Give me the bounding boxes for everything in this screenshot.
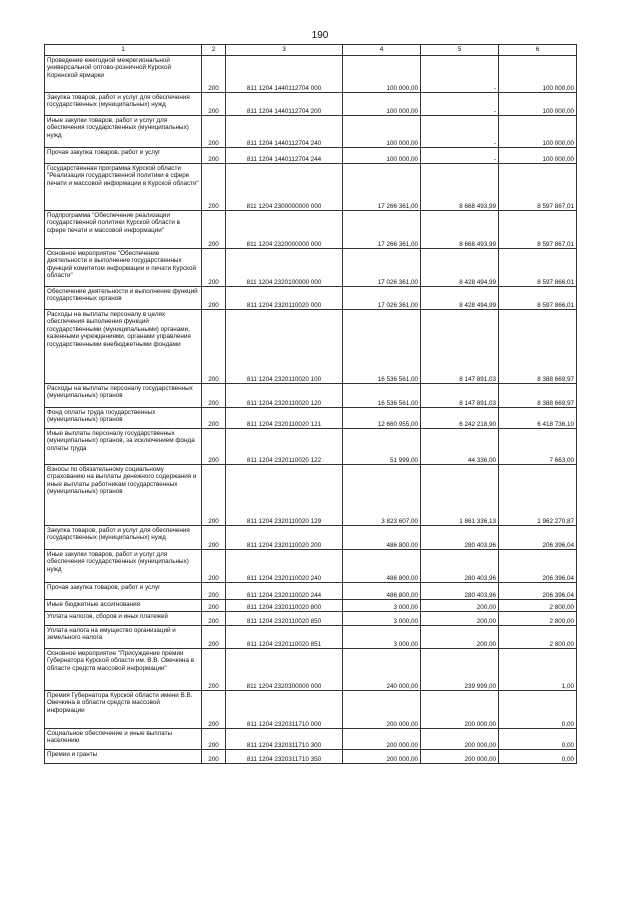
table-row — [45, 164, 577, 211]
table-row — [45, 116, 577, 148]
line-code-cell: 200 — [202, 526, 226, 550]
approved-amount-cell: 200 000,00 — [343, 691, 421, 729]
approved-amount-cell: 17 266 361,00 — [343, 164, 421, 211]
row-name-cell: Закупка товаров, работ и услуг для обеспечения государственных (муниципальных) нужд — [45, 526, 202, 550]
budget-code-cell: 811 1204 2320110020 129 — [226, 465, 343, 526]
unexecuted-amount-cell: 100 000,00 — [499, 116, 577, 148]
budget-code-cell: 811 1204 1440112704 244 — [226, 148, 343, 164]
table-row — [45, 691, 577, 729]
row-name-cell: Фонд оплаты труда государственных (муниципальных) органов — [45, 408, 202, 429]
row-name-cell: Уплата налога на имущество организаций и земельного налога — [45, 626, 202, 649]
approved-amount-cell: 17 026 361,00 — [343, 249, 421, 287]
unexecuted-amount-cell: 1,00 — [499, 649, 577, 691]
row-name-cell: Премии и гранты — [45, 750, 202, 764]
unexecuted-amount-cell: 100 000,00 — [499, 148, 577, 164]
budget-code-cell: 811 1204 2320110020 851 — [226, 626, 343, 649]
approved-amount-cell: 486 800,00 — [343, 583, 421, 600]
table-row — [45, 626, 577, 649]
executed-amount-cell: 44 336,00 — [421, 429, 499, 465]
line-code-cell: 200 — [202, 626, 226, 649]
table-row — [45, 310, 577, 384]
executed-amount-cell: 200,00 — [421, 612, 499, 626]
executed-amount-cell: 8 147 891,03 — [421, 310, 499, 384]
table-row — [45, 649, 577, 691]
approved-amount-cell: 100 000,00 — [343, 93, 421, 116]
line-code-cell: 200 — [202, 249, 226, 287]
page-number: 190 — [311, 30, 329, 41]
budget-code-cell: 811 1204 2320110020 240 — [226, 550, 343, 583]
unexecuted-amount-cell: 7 663,00 — [499, 429, 577, 465]
row-name-cell: Основное мероприятие "Присуждение премии Губернатора Курской области им. В.В. Овечкина в области средств массовой информации" — [45, 649, 202, 691]
unexecuted-amount-cell: 1 962 270,87 — [499, 465, 577, 526]
column-header: 4 — [343, 45, 421, 56]
row-name-cell: Социальное обеспечение и иные выплаты населению — [45, 729, 202, 750]
budget-code-cell: 811 1204 2320311710 300 — [226, 729, 343, 750]
line-code-cell: 200 — [202, 164, 226, 211]
unexecuted-amount-cell: 2 800,00 — [499, 612, 577, 626]
executed-amount-cell: 200 000,00 — [421, 750, 499, 764]
line-code-cell: 200 — [202, 310, 226, 384]
budget-code-cell: 811 1204 2320110020 244 — [226, 583, 343, 600]
approved-amount-cell: 3 823 607,00 — [343, 465, 421, 526]
budget-code-cell: 811 1204 2320110020 122 — [226, 429, 343, 465]
line-code-cell: 200 — [202, 583, 226, 600]
row-name-cell: Подпрограмма "Обеспечение реализации государственной политики Курской области в сфере печати и массовой информации" — [45, 211, 202, 249]
row-name-cell: Премия Губернатора Курской области имени В.В. Овечкина в области средств массовой информации — [45, 691, 202, 729]
unexecuted-amount-cell: 8 388 669,97 — [499, 310, 577, 384]
executed-amount-cell: - — [421, 56, 499, 93]
header-row — [45, 45, 577, 56]
unexecuted-amount-cell: 8 597 866,01 — [499, 249, 577, 287]
unexecuted-amount-cell: 0,00 — [499, 750, 577, 764]
budget-code-cell: 811 1204 2320000000 000 — [226, 211, 343, 249]
unexecuted-amount-cell: 8 597 867,01 — [499, 164, 577, 211]
table-row — [45, 56, 577, 93]
row-name-cell: Проведение ежегодной межрегиональной универсальной оптово-розничной Курской Коренской ярмарки — [45, 56, 202, 93]
executed-amount-cell: 6 242 218,90 — [421, 408, 499, 429]
unexecuted-amount-cell: 100 000,00 — [499, 56, 577, 93]
column-header: 5 — [421, 45, 499, 56]
line-code-cell: 200 — [202, 612, 226, 626]
unexecuted-amount-cell: 8 597 866,01 — [499, 287, 577, 310]
column-header: 6 — [499, 45, 577, 56]
budget-code-cell: 811 1204 2320300000 000 — [226, 649, 343, 691]
executed-amount-cell: 280 403,96 — [421, 550, 499, 583]
approved-amount-cell: 16 536 561,00 — [343, 310, 421, 384]
unexecuted-amount-cell: 8 388 669,97 — [499, 384, 577, 408]
approved-amount-cell: 16 536 561,00 — [343, 384, 421, 408]
budget-code-cell: 811 1204 2320110020 121 — [226, 408, 343, 429]
row-name-cell: Расходы на выплаты персоналу государственных (муниципальных) органов — [45, 384, 202, 408]
budget-code-cell: 811 1204 1440112704 240 — [226, 116, 343, 148]
column-header: 3 — [226, 45, 343, 56]
executed-amount-cell: 200,00 — [421, 600, 499, 612]
line-code-cell: 200 — [202, 287, 226, 310]
line-code-cell: 200 — [202, 600, 226, 612]
executed-amount-cell: - — [421, 148, 499, 164]
budget-code-cell: 811 1204 2320311710 350 — [226, 750, 343, 764]
line-code-cell: 200 — [202, 465, 226, 526]
row-name-cell: Государственная программа Курской области "Реализация государственной политики в сфере печати и массовой информации в Курской области" — [45, 164, 202, 211]
line-code-cell: 200 — [202, 148, 226, 164]
executed-amount-cell: 200 000,00 — [421, 691, 499, 729]
unexecuted-amount-cell: 8 597 867,01 — [499, 211, 577, 249]
line-code-cell: 200 — [202, 649, 226, 691]
executed-amount-cell: 280 403,96 — [421, 526, 499, 550]
approved-amount-cell: 3 000,00 — [343, 612, 421, 626]
budget-code-cell: 811 1204 2320110020 800 — [226, 600, 343, 612]
approved-amount-cell: 100 000,00 — [343, 148, 421, 164]
executed-amount-cell: 8 428 494,99 — [421, 287, 499, 310]
budget-code-cell: 811 1204 2320100000 000 — [226, 249, 343, 287]
budget-table — [44, 44, 577, 764]
executed-amount-cell: - — [421, 93, 499, 116]
unexecuted-amount-cell: 2 800,00 — [499, 600, 577, 612]
executed-amount-cell: 8 668 493,99 — [421, 164, 499, 211]
unexecuted-amount-cell: 6 418 736,10 — [499, 408, 577, 429]
executed-amount-cell: 239 999,00 — [421, 649, 499, 691]
row-name-cell: Основное мероприятие "Обеспечение деятельности и выполнение государственных функций комитетом информации и печати Курской области" — [45, 249, 202, 287]
approved-amount-cell: 200 000,00 — [343, 729, 421, 750]
executed-amount-cell: 200,00 — [421, 626, 499, 649]
line-code-cell: 200 — [202, 408, 226, 429]
budget-code-cell: 811 1204 2320311710 000 — [226, 691, 343, 729]
line-code-cell: 200 — [202, 116, 226, 148]
table-row — [45, 384, 577, 408]
row-name-cell: Взносы по обязательному социальному страхованию на выплаты денежного содержания и иные выплаты работникам государственных (муниципальных) органов — [45, 465, 202, 526]
table-row — [45, 729, 577, 750]
approved-amount-cell: 486 800,00 — [343, 550, 421, 583]
table-row — [45, 249, 577, 287]
line-code-cell: 200 — [202, 93, 226, 116]
executed-amount-cell: 8 147 891,03 — [421, 384, 499, 408]
approved-amount-cell: 100 000,00 — [343, 56, 421, 93]
row-name-cell: Иные закупки товаров, работ и услуг для обеспечения государственных (муниципальных) нужд — [45, 550, 202, 583]
table-row — [45, 550, 577, 583]
approved-amount-cell: 200 000,00 — [343, 750, 421, 764]
approved-amount-cell: 3 000,00 — [343, 600, 421, 612]
row-name-cell: Закупка товаров, работ и услуг для обеспечения государственных (муниципальных) нужд — [45, 93, 202, 116]
row-name-cell: Уплата налогов, сборов и иных платежей — [45, 612, 202, 626]
approved-amount-cell: 51 999,00 — [343, 429, 421, 465]
executed-amount-cell: 8 668 493,99 — [421, 211, 499, 249]
table-row — [45, 408, 577, 429]
row-name-cell: Расходы на выплаты персоналу в целях обеспечения выполнения функций государственными (муниципальными) органами, казенными учреждениями, органами управления государственными внебюджетными фондами — [45, 310, 202, 384]
table-row — [45, 148, 577, 164]
table-row — [45, 526, 577, 550]
budget-code-cell: 811 1204 2320110020 120 — [226, 384, 343, 408]
row-name-cell: Иные выплаты персоналу государственных (муниципальных) органов, за исключением фонда оплаты труда — [45, 429, 202, 465]
executed-amount-cell: 1 861 336,13 — [421, 465, 499, 526]
executed-amount-cell: 8 428 494,99 — [421, 249, 499, 287]
table-row — [45, 287, 577, 310]
budget-code-cell: 811 1204 2320110020 200 — [226, 526, 343, 550]
budget-code-cell: 811 1204 2300000000 000 — [226, 164, 343, 211]
table-row — [45, 211, 577, 249]
approved-amount-cell: 240 000,00 — [343, 649, 421, 691]
budget-code-cell: 811 1204 2320110020 850 — [226, 612, 343, 626]
executed-amount-cell: 200 000,00 — [421, 729, 499, 750]
executed-amount-cell: 280 403,96 — [421, 583, 499, 600]
row-name-cell: Прочая закупка товаров, работ и услуг — [45, 148, 202, 164]
unexecuted-amount-cell: 206 396,04 — [499, 550, 577, 583]
unexecuted-amount-cell: 0,00 — [499, 691, 577, 729]
column-header: 2 — [202, 45, 226, 56]
line-code-cell: 200 — [202, 691, 226, 729]
row-name-cell: Иные бюджетные ассигнования — [45, 600, 202, 612]
line-code-cell: 200 — [202, 211, 226, 249]
budget-code-cell: 811 1204 2320110020 000 — [226, 287, 343, 310]
row-name-cell: Прочая закупка товаров, работ и услуг — [45, 583, 202, 600]
budget-code-cell: 811 1204 1440112704 000 — [226, 56, 343, 93]
line-code-cell: 200 — [202, 429, 226, 465]
unexecuted-amount-cell: 0,00 — [499, 729, 577, 750]
approved-amount-cell: 17 266 361,00 — [343, 211, 421, 249]
unexecuted-amount-cell: 206 396,04 — [499, 583, 577, 600]
executed-amount-cell: - — [421, 116, 499, 148]
table-row — [45, 750, 577, 764]
line-code-cell: 200 — [202, 729, 226, 750]
table-row — [45, 429, 577, 465]
table-row — [45, 93, 577, 116]
column-header: 1 — [45, 45, 202, 56]
budget-code-cell: 811 1204 2320110020 100 — [226, 310, 343, 384]
unexecuted-amount-cell: 2 800,00 — [499, 626, 577, 649]
table-row — [45, 612, 577, 626]
line-code-cell: 200 — [202, 384, 226, 408]
row-name-cell: Иные закупки товаров, работ и услуг для обеспечения государственных (муниципальных) нужд — [45, 116, 202, 148]
line-code-cell: 200 — [202, 56, 226, 93]
budget-code-cell: 811 1204 1440112704 200 — [226, 93, 343, 116]
approved-amount-cell: 486 800,00 — [343, 526, 421, 550]
line-code-cell: 200 — [202, 550, 226, 583]
unexecuted-amount-cell: 100 000,00 — [499, 93, 577, 116]
approved-amount-cell: 12 660 955,00 — [343, 408, 421, 429]
table-row — [45, 583, 577, 600]
approved-amount-cell: 100 000,00 — [343, 116, 421, 148]
table-row — [45, 465, 577, 526]
unexecuted-amount-cell: 206 396,04 — [499, 526, 577, 550]
table-row — [45, 600, 577, 612]
row-name-cell: Обеспечение деятельности и выполнение функций государственных органов — [45, 287, 202, 310]
approved-amount-cell: 3 000,00 — [343, 626, 421, 649]
line-code-cell: 200 — [202, 750, 226, 764]
approved-amount-cell: 17 026 361,00 — [343, 287, 421, 310]
